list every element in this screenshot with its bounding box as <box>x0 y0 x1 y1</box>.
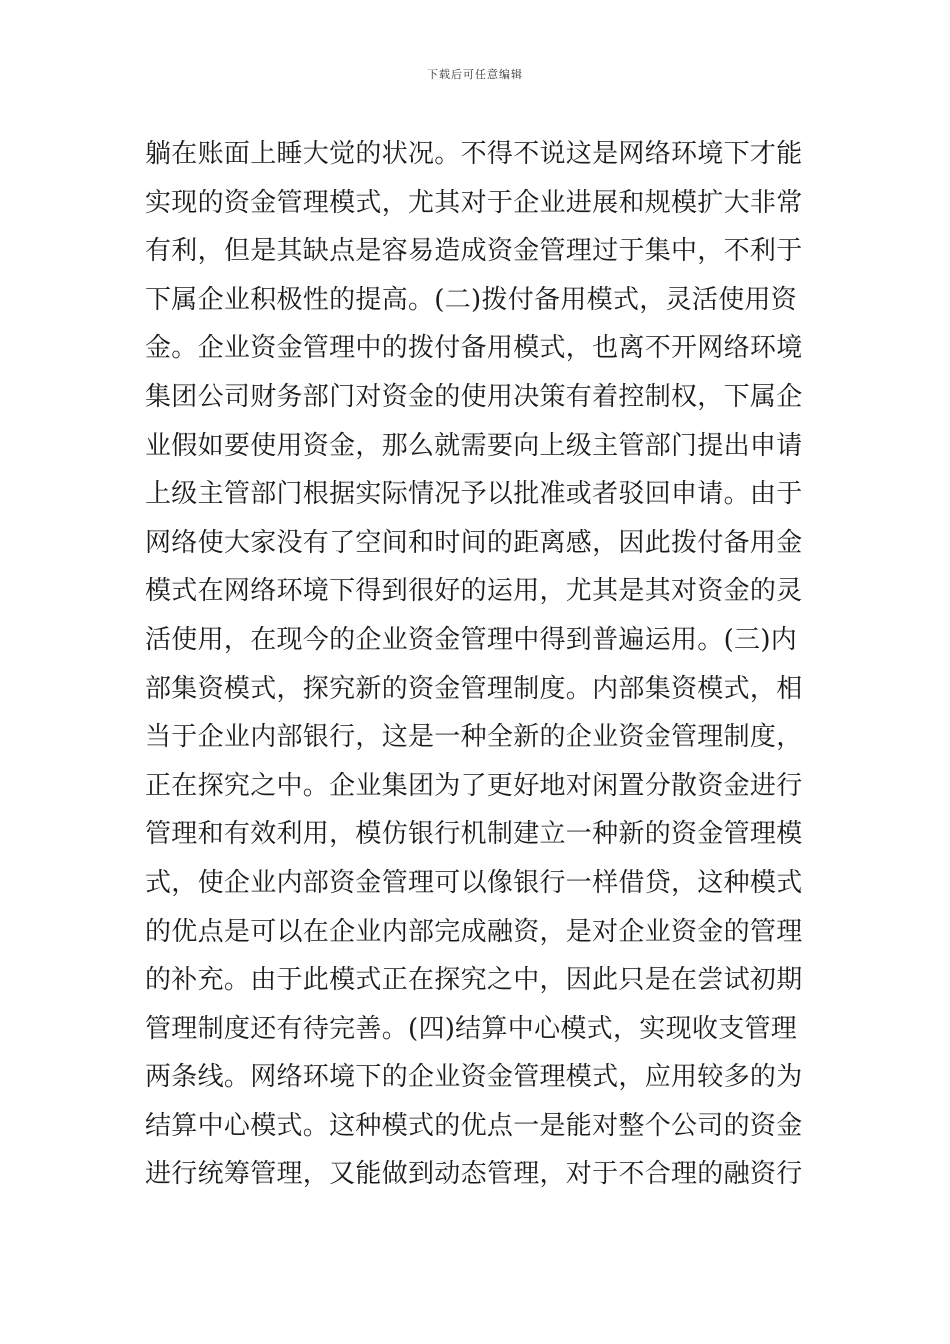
text-line: 网络使大家没有了空间和时间的距离感，因此拨付备用金 <box>145 527 803 558</box>
text-line: 进行统筹管理，又能做到动态管理，对于不合理的融资行 <box>145 1159 803 1190</box>
page-header: 下载后可任意编辑 <box>427 68 523 81</box>
text-line: 躺在账面上睡大觉的状况。不得不说这是网络环境下才能 <box>145 139 803 169</box>
text-line: 管理和有效利用，模仿银行机制建立一种新的资金管理模 <box>145 819 803 850</box>
text-line: 集团公司财务部门对资金的使用决策有着控制权，下属企 <box>145 381 803 412</box>
text-line: 的优点是可以在企业内部完成融资，是对企业资金的管理 <box>145 916 803 947</box>
text-line: 的补充。由于此模式正在探究之中，因此只是在尝试初期 <box>145 965 803 996</box>
text-line: 模式在网络环境下得到很好的运用，尤其是其对资金的灵 <box>145 576 803 607</box>
body-paragraph <box>145 130 810 1199</box>
text-line: 管理制度还有待完善。(四)结算中心模式，实现收支管理 <box>145 1013 798 1044</box>
text-line: 正在探究之中。企业集团为了更好地对闲置分散资金进行 <box>145 770 803 801</box>
text-line: 当于企业内部银行，这是一种全新的企业资金管理制度， <box>145 722 803 753</box>
text-line: 结算中心模式。这种模式的优点一是能对整个公司的资金 <box>145 1110 803 1141</box>
text-line: 式，使企业内部资金管理可以像银行一样借贷，这种模式 <box>145 867 803 898</box>
text-line: 上级主管部门根据实际情况予以批准或者驳回申请。由于 <box>145 479 803 510</box>
text-line: 实现的资金管理模式，尤其对于企业进展和规模扩大非常 <box>145 187 803 218</box>
text-line: 两条线。网络环境下的企业资金管理模式，应用较多的为 <box>145 1062 803 1093</box>
text-line: 活使用，在现今的企业资金管理中得到普遍运用。(三)内 <box>145 624 798 655</box>
text-line: 下属企业积极性的提高。(二)拨付备用模式，灵活使用资 <box>145 284 798 315</box>
text-line: 部集资模式，探究新的资金管理制度。内部集资模式，相 <box>145 673 803 704</box>
text-line: 业假如要使用资金，那么就需要向上级主管部门提出申请 <box>145 430 803 461</box>
text-line: 金。企业资金管理中的拨付备用模式，也离不开网络环境 <box>145 333 803 364</box>
text-line: 有利，但是其缺点是容易造成资金管理过于集中，不利于 <box>145 236 803 267</box>
